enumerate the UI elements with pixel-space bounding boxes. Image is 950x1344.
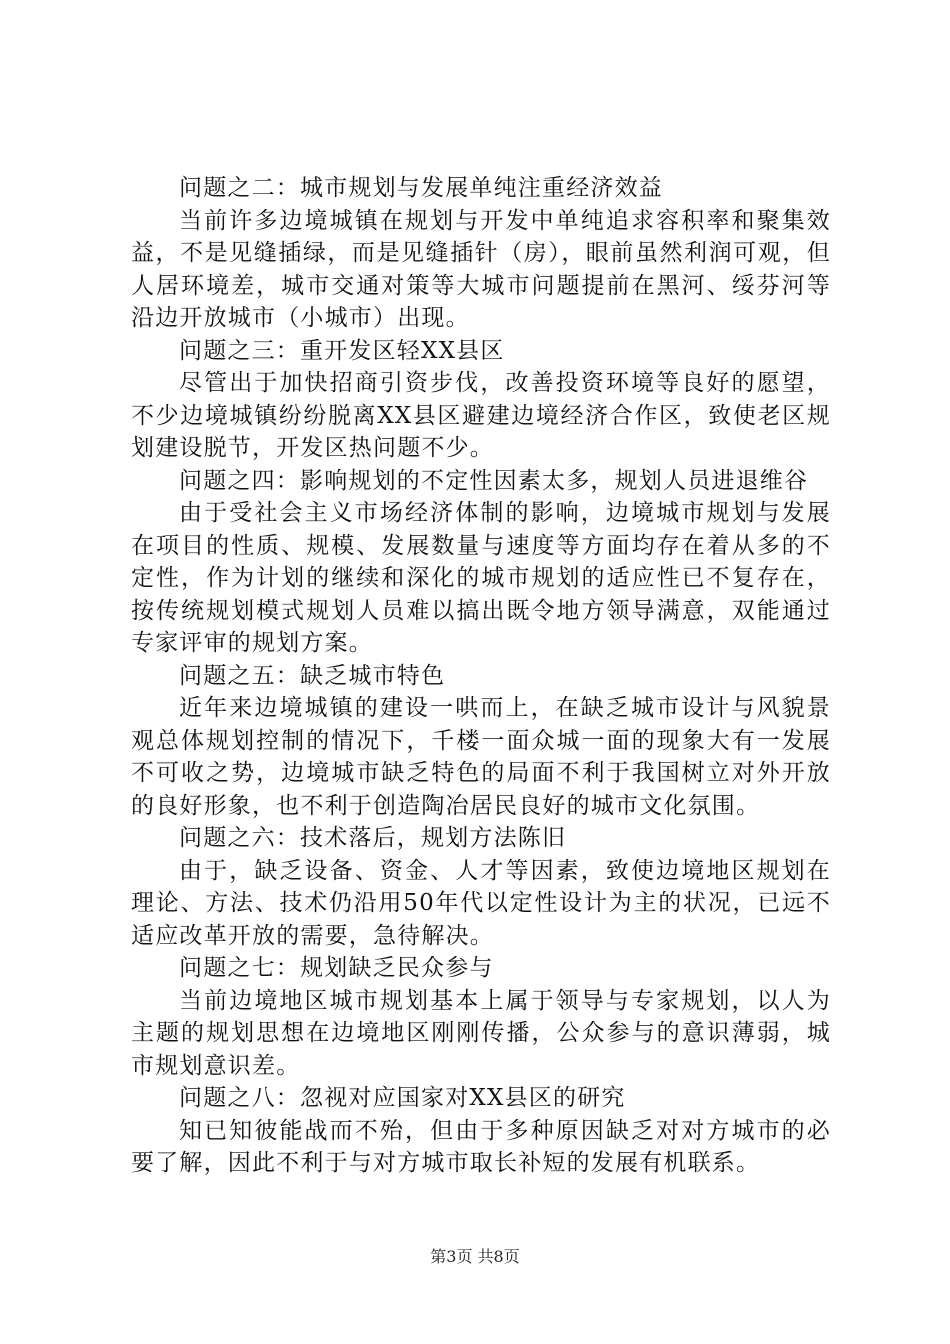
section-heading: 问题之八：忽视对应国家对XX县区的研究 xyxy=(179,1085,626,1111)
section-paragraph: 当前边境地区城市规划基本上属于领导与专家规划，以人为主题的规划思想在边境地区刚刚传播，公众参与的意识薄弱，城市规划意识差。 xyxy=(131,987,831,1079)
section-paragraph: 由于，缺乏设备、资金、人才等因素，致使边境地区规划在理论、方法、技术仍沿用50年代以定性设计为主的状况，已远不适应改革开放的需要，急待解决。 xyxy=(131,857,831,949)
section-heading: 问题之四：影响规划的不定性因素太多，规划人员进退维谷 xyxy=(179,467,809,494)
section-heading: 问题之二：城市规划与发展单纯注重经济效益 xyxy=(179,175,663,201)
section-heading: 问题之七：规划缺乏民众参与 xyxy=(179,955,494,981)
section-paragraph: 当前许多边境城镇在规划与开发中单纯追求容积率和聚集效益，不是见缝插绿，而是见缝插针（房），眼前虽然利润可观，但人居环境差，城市交通对策等大城市问题提前在黑河、绥芬河等沿边开放城市（小城市）出现。 xyxy=(131,207,831,331)
document-body xyxy=(131,172,831,1180)
section-paragraph: 近年来边境城镇的建设一哄而上，在缺乏城市设计与风貌景观总体规划控制的情况下，千楼一面众城一面的现象大有一发展不可收之势，边境城市缺乏特色的局面不利于我国树立对外开放的良好形象，也不利于创造陶冶居民良好的城市文化氛围。 xyxy=(131,695,831,819)
section-heading: 问题之五：缺乏城市特色 xyxy=(179,662,446,689)
section-paragraph: 尽管出于加快招商引资步伐，改善投资环境等良好的愿望，不少边境城镇纷纷脱离XX县区避建边境经济合作区，致使老区规划建设脱节，开发区热问题不少。 xyxy=(131,370,831,461)
section-heading: 问题之三：重开发区轻XX县区 xyxy=(179,337,505,364)
page-number-footer: 第3页 共8页 xyxy=(430,1247,520,1266)
section-paragraph: 由于受社会主义市场经济体制的影响，边境城市规划与发展在项目的性质、规模、发展数量与速度等方面均存在着从多的不定性，作为计划的继续和深化的城市规划的适应性已不复存在，按传统规划模式规划人员难以搞出既令地方领导满意，双能通过专家评审的规划方案。 xyxy=(131,500,831,656)
section-heading: 问题之六：技术落后，规划方法陈旧 xyxy=(179,825,567,851)
section-paragraph: 知已知彼能战而不殆，但由于多种原因缺乏对对方城市的必要了解，因此不利于与对方城市取长补短的发展有机联系。 xyxy=(131,1117,831,1176)
